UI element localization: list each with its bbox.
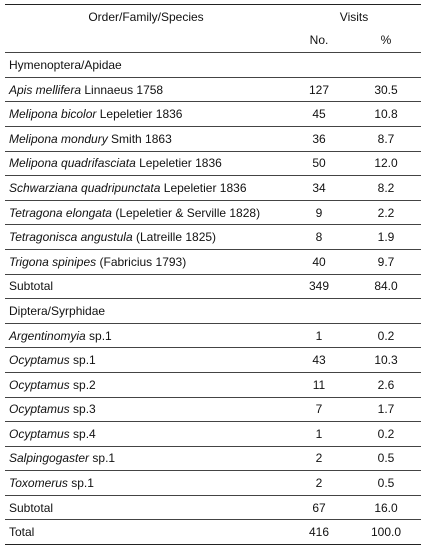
table-row: [5, 102, 421, 127]
table-row: [5, 225, 421, 250]
visits-count: 43: [287, 348, 351, 373]
visits-percent: 2.6: [351, 372, 421, 397]
species-italic: Apis mellifera: [9, 82, 82, 97]
visits-count: 50: [287, 151, 351, 176]
table-row: [5, 200, 421, 225]
visits-count: 7: [287, 397, 351, 422]
species-author: sp.2: [69, 377, 96, 392]
visits-count: 1: [287, 422, 351, 447]
header-row: [5, 5, 421, 29]
species-author: (Latreille 1825): [132, 230, 217, 245]
table-row: [5, 249, 421, 274]
species-name: [5, 348, 287, 373]
species-author: Smith 1863: [107, 131, 172, 146]
species-author: sp.1: [85, 328, 112, 343]
species-author: sp.1: [67, 476, 94, 491]
species-italic: Ocyptamus: [9, 353, 70, 368]
visits-percent: 8.2: [351, 176, 421, 201]
species-italic: Toxomerus: [9, 476, 68, 491]
species-name: [5, 249, 287, 274]
species-name: [5, 422, 287, 447]
subtotal-row: [5, 495, 421, 520]
species-name: [5, 225, 287, 250]
header-blank: [5, 29, 287, 53]
visits-count: 11: [287, 372, 351, 397]
visits-count: 36: [287, 126, 351, 151]
visits-count: 2: [287, 446, 351, 471]
species-name: [5, 471, 287, 496]
species-italic: Ocyptamus: [9, 377, 70, 392]
species-italic: Tetragona elongata: [9, 205, 112, 220]
species-author: Lepeletier 1836: [160, 180, 247, 195]
subtotal-percent: 84.0: [351, 274, 421, 299]
total-row: [5, 520, 421, 545]
visits-percent: 12.0: [351, 151, 421, 176]
group-header-row: [5, 299, 421, 324]
visits-count: 34: [287, 176, 351, 201]
species-italic: Ocyptamus: [9, 402, 70, 417]
table-row: [5, 77, 421, 102]
species-name: [5, 372, 287, 397]
species-italic: Melipona mondury: [9, 131, 108, 146]
table-row: [5, 151, 421, 176]
species-author: Linnaeus 1758: [81, 82, 164, 97]
species-name: [5, 126, 287, 151]
visits-percent: 9.7: [351, 249, 421, 274]
species-name: [5, 397, 287, 422]
visits-percent: 10.3: [351, 348, 421, 373]
table-row: [5, 126, 421, 151]
visits-percent: 30.5: [351, 77, 421, 102]
species-italic: Melipona bicolor: [9, 107, 97, 122]
table-row: [5, 348, 421, 373]
visits-percent: 2.2: [351, 200, 421, 225]
species-name: [5, 323, 287, 348]
visits-percent: 0.2: [351, 323, 421, 348]
species-name: [5, 151, 287, 176]
header-no: No.: [309, 33, 329, 48]
visits-count: 1: [287, 323, 351, 348]
total-percent: 100.0: [351, 520, 421, 545]
visits-percent: 0.5: [351, 471, 421, 496]
subheader-row: [5, 29, 421, 53]
table-row: [5, 323, 421, 348]
table-row: [5, 471, 421, 496]
species-name: [5, 176, 287, 201]
table-body: [5, 53, 421, 545]
visits-count: 127: [287, 77, 351, 102]
header-visits: Visits: [287, 5, 421, 29]
visits-count: 8: [287, 225, 351, 250]
subtotal-row: [5, 274, 421, 299]
species-author: (Fabricius 1793): [96, 254, 187, 269]
table-row: [5, 446, 421, 471]
subtotal-percent: 16.0: [351, 495, 421, 520]
species-author: sp.4: [69, 426, 96, 441]
visits-count: 2: [287, 471, 351, 496]
species-italic: Trigona spinipes: [9, 254, 97, 269]
header-order-family-species: Order/Family/Species: [5, 5, 287, 29]
species-name: [5, 200, 287, 225]
visits-percent: 0.2: [351, 422, 421, 447]
species-author: sp.3: [69, 402, 96, 417]
species-name: [5, 77, 287, 102]
visits-count: 45: [287, 102, 351, 127]
species-name: [5, 102, 287, 127]
species-italic: Argentinomyia: [9, 328, 86, 343]
species-italic: Tetragonisca angustula: [9, 230, 133, 245]
header-pct: %: [380, 33, 392, 48]
group-name: Hymenoptera/Apidae: [5, 53, 421, 78]
species-author: Lepeletier 1836: [96, 107, 183, 122]
subtotal-count: 67: [287, 495, 351, 520]
group-name: Diptera/Syrphidae: [5, 299, 421, 324]
species-italic: Salpingogaster: [9, 451, 90, 466]
visits-percent: 0.5: [351, 446, 421, 471]
table-row: [5, 422, 421, 447]
species-italic: Melipona quadrifasciata: [9, 156, 136, 171]
species-author: Lepeletier 1836: [135, 156, 222, 171]
species-italic: Schwarziana quadripunctata: [9, 180, 161, 195]
visits-percent: 1.7: [351, 397, 421, 422]
species-visits-table: [5, 4, 421, 545]
species-author: (Lepeletier & Serville 1828): [111, 205, 261, 220]
subtotal-count: 349: [287, 274, 351, 299]
visits-count: 40: [287, 249, 351, 274]
species-author: sp.1: [69, 353, 96, 368]
visits-count: 9: [287, 200, 351, 225]
table-row: [5, 176, 421, 201]
species-name: [5, 446, 287, 471]
visits-percent: 1.9: [351, 225, 421, 250]
species-italic: Ocyptamus: [9, 426, 70, 441]
total-label: Total: [5, 520, 287, 545]
total-count: 416: [287, 520, 351, 545]
visits-percent: 10.8: [351, 102, 421, 127]
table-row: [5, 397, 421, 422]
species-author: sp.1: [89, 451, 116, 466]
subtotal-label: Subtotal: [5, 274, 287, 299]
subtotal-label: Subtotal: [5, 495, 287, 520]
visits-percent: 8.7: [351, 126, 421, 151]
table-row: [5, 372, 421, 397]
group-header-row: [5, 53, 421, 78]
